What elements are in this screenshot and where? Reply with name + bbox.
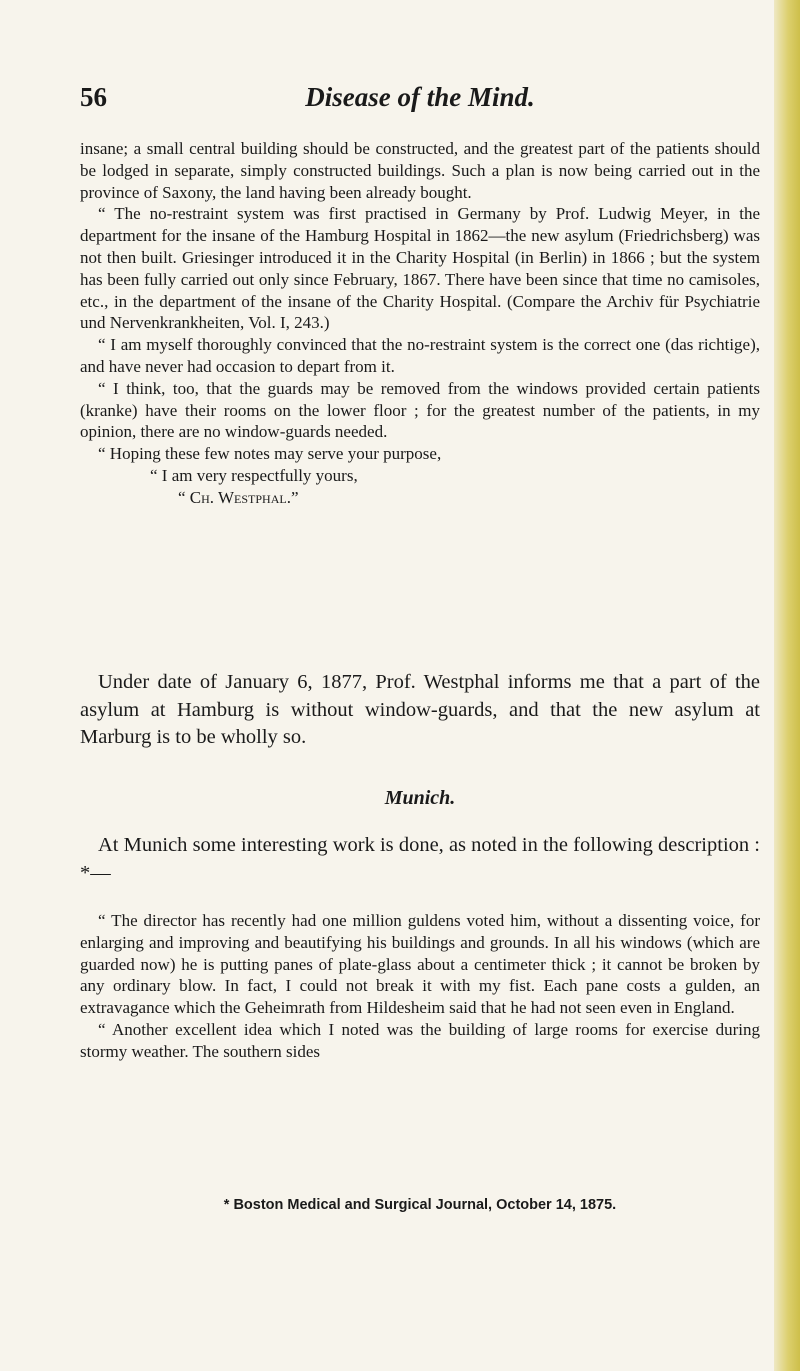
paragraph: “ Hoping these few notes may serve your purpose, xyxy=(98,444,442,464)
letter-text xyxy=(80,138,760,509)
paragraph: “ I am myself thoroughly convinced that the no-restraint system is the correct one (das richtige), and have never had occasion to depart from it. xyxy=(80,335,760,376)
paragraph: insane; a small central building should be constructed, and the greatest part of the patients should be lodged in separate, simply constructed buildings. Such a plan is now being carried out in the province of Saxony, the land having been already bought. xyxy=(80,139,760,202)
quoted-description xyxy=(80,910,760,1063)
page-edge-binding xyxy=(774,0,800,1371)
page-number: 56 xyxy=(80,82,107,112)
paragraph: “ Another excellent idea which I noted was the building of large rooms for exercise during stormy weather. The southern sides xyxy=(80,1019,760,1061)
paragraph: At Munich some interesting work is done, as noted in the following description : *— xyxy=(80,834,760,884)
munich-intro xyxy=(80,832,760,887)
letter-signature: “ Ch. Westphal.” xyxy=(178,487,299,507)
paragraph: “ The no-restraint system was first practised in Germany by Prof. Ludwig Meyer, in the department for the insane of the Hamburg Hospital in 1862—the new asylum (Friedrichsberg) was not then built. Griesinger introduced it in the Charity Hospital (in Berlin) in 1866 ; but the system has been fully carried out only since February, 1867. There have been since that time no camisoles, etc., in the department of the insane of the Charity Hospital. (Compare the Archiv für Psychiatrie und Nervenkrankheiten, Vol. I, 243.) xyxy=(80,204,760,333)
section-heading: Munich. xyxy=(384,787,456,809)
westphal-note xyxy=(80,669,760,752)
paragraph: “ The director has recently had one million guldens voted him, without a dissenting voice, for enlarging and improving and beautifying his buildings and grounds. In all his windows (which are guarded now) he is putting panes of plate-glass about a centimeter thick ; it cannot be broken by any ordinary blow. In fact, I could not break it with my fist. Each pane costs a gulden, an extravagance which the Geheimrath from Hildesheim said that he had not seen even in England. xyxy=(80,911,760,1018)
paragraph: “ I think, too, that the guards may be removed from the windows provided certain patients (kranke) have their rooms on the lower floor ; for the greatest number of the patients, in my opinion, there are no window-guards needed. xyxy=(80,378,760,442)
letter-closing: “ I am very respectfully yours, xyxy=(150,465,358,485)
footnote: * Boston Medical and Surgical Journal, October 14, 1875. xyxy=(223,1197,617,1213)
paragraph: Under date of January 6, 1877, Prof. Westphal informs me that a part of the asylum at Hamburg is without window-guards, and that the new asylum at Marburg is to be wholly so. xyxy=(80,671,760,748)
running-title: Disease of the Mind. xyxy=(305,82,535,112)
page-header xyxy=(80,82,760,122)
